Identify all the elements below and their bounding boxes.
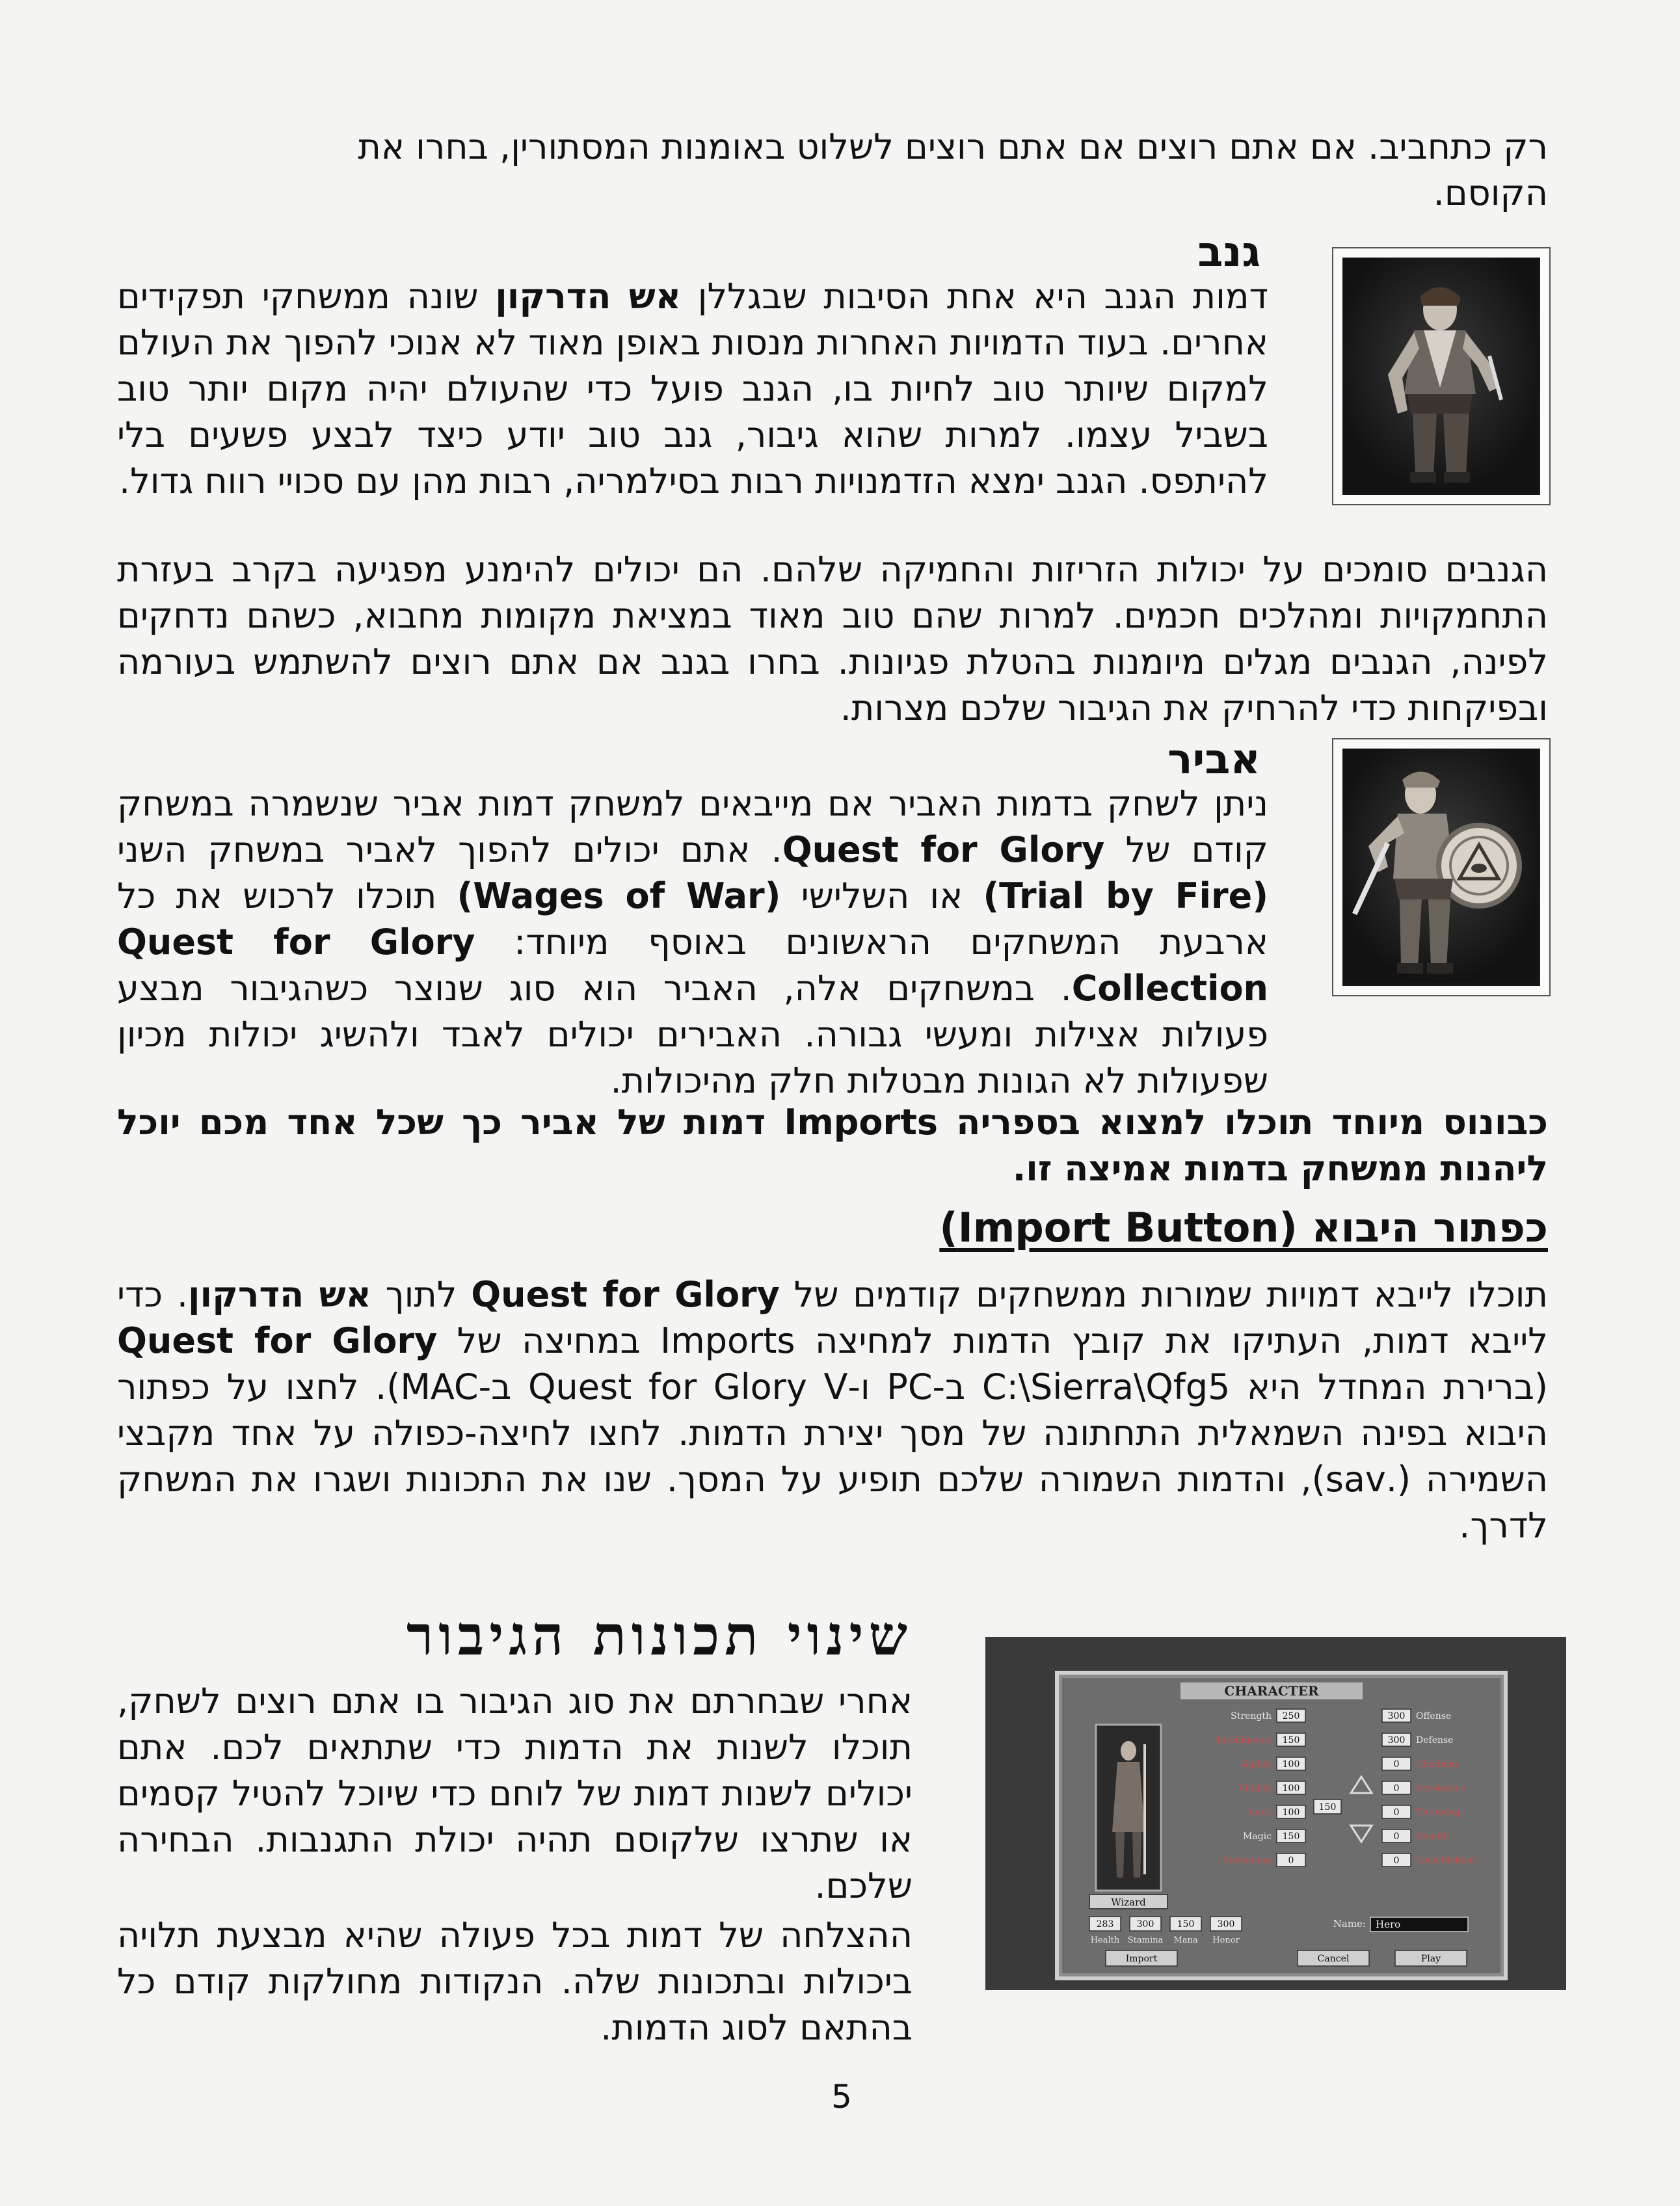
bonus-points-value: 150 — [1318, 1802, 1337, 1813]
skill-value: 0 — [1393, 1831, 1400, 1842]
bottom-stat-label: Honor — [1212, 1935, 1240, 1945]
stat-label: Strength — [1231, 1711, 1272, 1721]
stat-value: 100 — [1282, 1783, 1300, 1794]
import-paragraph — [117, 1271, 1548, 1548]
attributes-p2: ההצלחה של דמות בכל פעולה שהיא מבצעת תלויה ביכולות ובתכונות שלה. הנקודות מחולקות קודם כל בהתאם לסוג הדמות. — [117, 1915, 913, 2048]
paladin-portrait — [1332, 738, 1551, 996]
import-p-title: אש הדרקון — [188, 1274, 371, 1315]
paladin-p1-a: ניתן לשחק בדמות האביר אם מייבאים למשחק דמות אביר שנשמרה במשחק קודם של — [117, 783, 1268, 870]
thief-paragraph-1 — [117, 273, 1268, 504]
skill-value: 300 — [1387, 1711, 1406, 1721]
attributes-p1: אחרי שבחרתם את סוג הגיבור בו אתם רוצים לשחק, תוכלו לשנות את הדמות כדי שתתאים לכם. אתם יכולים לשנות דמות של לוחם כדי שיוכל להטיל קסמים או שתרצו שלקוסם תהיה יכולת התגנבות. הבחירה שלכם. — [117, 1681, 913, 1906]
character-screenshot — [985, 1637, 1566, 1990]
stat-label: Intelligence — [1216, 1735, 1272, 1746]
thief-portrait — [1332, 247, 1551, 505]
stat-label: Swimming — [1222, 1855, 1272, 1866]
thief-p2: הגנבים סומכים על יכולות הזריזות והחמיקה שלהם. הם יכולים להימנע מפגיעה בקרב בעזרת התחמקויות ומהלכים חכמים. למרות שהם טוב מאוד במציאת מקומות מחבוא, כשהם נדחקים לפינה, הגנבים מגלים מיומנות בהטלת פגיונות. בחרו בגנב אם אתם רוצים להשתמש בעורמה ובפיקחות כדי להרחיק את הגיבור שלכם מצרות. — [117, 549, 1548, 728]
paladin-p1-wow: (Wages of War) — [457, 875, 781, 916]
paladin-p1-c: או השלישי — [780, 875, 983, 916]
character-screen-image — [985, 1637, 1566, 1990]
thief-p1-title: אש הדרקון — [495, 276, 682, 317]
import-p-b: לתוך — [371, 1274, 472, 1315]
import-p-d: (ברירת המחדל היא C:\Sierra\Qfg5 ב-PC ו-Quest for Glory V ב-MAC). לחצו על כפתור היבוא בפינה השמאלית התחתונה של מסך יצירת הדמות. לחצו לחיצה-כפולה על אחד מקבצי השמירה (.sav), והדמות השמורה שלכם תופיע על המסך. שנו את התכונות ושגרו את המשחק לדרך. — [117, 1366, 1548, 1546]
stat-label: Agility — [1241, 1759, 1272, 1770]
skill-value: 0 — [1393, 1783, 1400, 1794]
skill-value: 0 — [1393, 1759, 1400, 1770]
attributes-paragraph-1 — [117, 1678, 913, 1909]
stat-value: 0 — [1288, 1855, 1294, 1866]
thief-figure-image — [1342, 258, 1540, 495]
play-button-label: Play — [1420, 1954, 1441, 1964]
bottom-stat-value: 300 — [1136, 1919, 1154, 1930]
paladin-heading: אביר — [1167, 736, 1260, 784]
intro-line-1: רק כתחביב. אם אתם רוצים אם אתם רוצים לשלוט באומנות המסתורין, בחרו את — [358, 126, 1548, 167]
import-p-c: . כדי לייבא דמות, העתיקו את קובץ הדמות למחיצה Imports במחיצה של — [117, 1274, 1548, 1361]
import-p-qfg: Quest for Glory — [471, 1274, 780, 1315]
name-value: Hero — [1376, 1919, 1401, 1930]
paladin-paragraph-1 — [117, 780, 1268, 1104]
skill-label: Climbing — [1416, 1759, 1458, 1770]
thief-p1-a: דמות הגנב היא אחת הסיבות שבגללן — [681, 276, 1268, 317]
skill-value: 300 — [1387, 1735, 1406, 1746]
paladin-p1-qfg: Quest for Glory — [782, 829, 1105, 870]
paladin-figure-image — [1342, 749, 1540, 986]
bottom-stat-value: 283 — [1096, 1919, 1114, 1930]
skill-label: Defense — [1416, 1735, 1454, 1746]
import-p-a: תוכלו לייבא דמויות שמורות ממשחקים קודמים של — [779, 1274, 1548, 1315]
stat-label: Vitality — [1238, 1783, 1272, 1794]
screen-class-label: Wizard — [1111, 1896, 1146, 1908]
skill-label: Throwing — [1416, 1807, 1460, 1818]
stat-value: 100 — [1282, 1807, 1300, 1818]
paladin-p1-d: תוכלו לרכוש את כל ארבעת המשחקים הראשונים באוסף מיוחד: — [117, 875, 1269, 963]
skill-label: Acrobatics — [1416, 1783, 1465, 1794]
paladin-p1-coll: Quest for Glory Collection — [117, 922, 1268, 1009]
paladin-bonus — [117, 1099, 1548, 1191]
import-heading: כפתור היבוא (Import Button) — [939, 1204, 1548, 1251]
thief-figure-icon — [1342, 258, 1538, 492]
import-button-label: Import — [1125, 1954, 1158, 1964]
name-label: Name: — [1333, 1918, 1366, 1930]
thief-paragraph-2 — [117, 546, 1548, 731]
import-p-qfg2: Quest for Glory — [117, 1320, 438, 1361]
paladin-p1-tbf: (Trial by Fire) — [983, 875, 1268, 916]
page-number: 5 — [831, 2078, 852, 2116]
bottom-stat-label: Stamina — [1127, 1935, 1164, 1945]
skill-label: Lock Picking — [1416, 1855, 1476, 1866]
bottom-stat-label: Mana — [1173, 1935, 1198, 1945]
attributes-paragraph-2 — [117, 1912, 913, 2051]
paladin-bonus-text: כבונוס מיוחד תוכלו למצוא בספריה Imports דמות של אביר כך שכל אחד מכם יוכל ליהנות ממשחק בדמות אמיצה זו. — [117, 1102, 1548, 1189]
thief-heading: גנב — [1197, 228, 1260, 276]
bottom-stat-label: Health — [1090, 1935, 1120, 1945]
stat-label: Luck — [1249, 1807, 1272, 1818]
stat-label: Magic — [1243, 1831, 1272, 1842]
intro-text — [117, 124, 1548, 216]
bottom-stat-value: 150 — [1177, 1919, 1195, 1930]
skill-value: 0 — [1393, 1807, 1400, 1818]
skill-value: 0 — [1393, 1855, 1400, 1866]
stat-value: 100 — [1282, 1759, 1300, 1770]
paladin-p1-b: . אתם יכולים להפוך לאביר במשחק השני — [117, 829, 782, 870]
thief-p1-b: שונה ממשחקי תפקידים אחרים. בעוד הדמויות האחרות מנסות באופן מאוד לא אנוכי להפוך את העולם למקום שיותר טוב לחיות בו, הגנב פועל כדי שהעולם יהיה מקום יותר טוב בשביל עצמו. למרות שהוא גיבור, גנב טוב יודע כיצד לבצע פשעים בלי להיתפס. הגנב ימצא הזדמנויות רבות בסילמריה, רבות מהן עם סכויי רווח גדול. — [117, 276, 1268, 501]
attributes-heading: שינוי תכונות הגיבור — [407, 1603, 913, 1668]
cancel-button-label: Cancel — [1317, 1954, 1350, 1964]
stat-value: 250 — [1282, 1711, 1300, 1721]
intro-line-2: הקוסם. — [1433, 172, 1548, 213]
paladin-p1-e: . במשחקים אלה, האביר הוא סוג שנוצר כשהגיבור מבצע פעולות אצילות ומעשי גבורה. האבירים יכולים לאבד ולהשיג יכולות מכיון שפעולות לא הגונות מבטלות חלק מהיכולות. — [117, 968, 1268, 1101]
stat-value: 150 — [1282, 1831, 1300, 1842]
skill-label: Offense — [1416, 1711, 1452, 1721]
paladin-figure-icon — [1342, 749, 1538, 983]
screen-title: CHARACTER — [1224, 1683, 1319, 1699]
skill-label: Stealth — [1416, 1831, 1449, 1842]
bottom-stat-value: 300 — [1217, 1919, 1235, 1930]
stat-value: 150 — [1282, 1735, 1300, 1746]
